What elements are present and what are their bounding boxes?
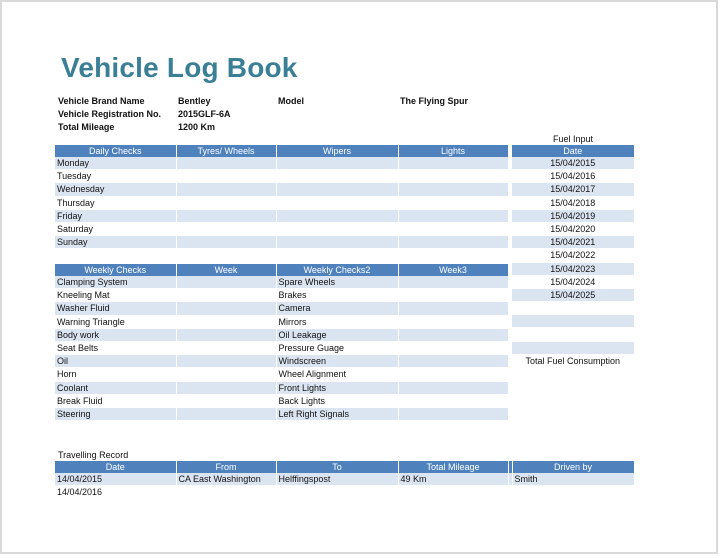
weekly-cell xyxy=(398,328,508,341)
table-row xyxy=(512,209,634,222)
table-row xyxy=(512,315,634,328)
table-row xyxy=(55,381,508,394)
fuel-date-cell: 15/04/2018 xyxy=(512,196,634,209)
fuel-date-cell: 15/04/2016 xyxy=(512,170,634,183)
weekly-cell: Oil xyxy=(55,355,176,368)
weekly-cell: Coolant xyxy=(55,381,176,394)
travel-cell: Smith xyxy=(512,473,634,486)
table-row xyxy=(512,236,634,249)
weekly-header-cell: Week xyxy=(176,264,276,276)
table-row xyxy=(55,394,508,407)
daily-header-cell: Lights xyxy=(398,145,508,157)
travel-cell: CA East Washington xyxy=(176,473,276,486)
day-label: Thursday xyxy=(55,196,176,209)
weekly-cell xyxy=(398,302,508,315)
mileage-value: 1200 Km xyxy=(178,122,216,132)
weekly-cell: Break Fluid xyxy=(55,394,176,407)
weekly-cell: Spare Wheels xyxy=(276,276,398,289)
weekly-cell xyxy=(176,368,276,381)
weekly-cell xyxy=(398,289,508,302)
check-cell xyxy=(398,209,508,222)
brand-label: Vehicle Brand Name xyxy=(58,96,145,106)
table-row xyxy=(55,407,508,420)
model-value: The Flying Spur xyxy=(400,96,469,106)
table-row xyxy=(512,222,634,235)
travel-cell xyxy=(176,486,276,499)
travel-cell: 14/04/2016 xyxy=(55,486,176,499)
check-cell xyxy=(176,196,276,209)
table-row xyxy=(512,262,634,275)
weekly-cell xyxy=(176,302,276,315)
weekly-cell xyxy=(398,368,508,381)
table-row xyxy=(55,157,508,170)
weekly-cell xyxy=(176,289,276,302)
weekly-cell: Warning Triangle xyxy=(55,315,176,328)
weekly-cell: Pressure Guage xyxy=(276,341,398,354)
check-cell xyxy=(398,196,508,209)
fuel-empty-cell xyxy=(512,328,634,341)
check-cell xyxy=(398,157,508,170)
table-row xyxy=(512,341,634,354)
table-row xyxy=(55,328,508,341)
table-row xyxy=(512,196,634,209)
fuel-date-header: Date xyxy=(512,145,634,157)
fuel-date-cell: 15/04/2022 xyxy=(512,249,634,262)
check-cell xyxy=(276,236,398,249)
travelling-record-table xyxy=(55,461,635,499)
weekly-cell: Wheel Alignment xyxy=(276,368,398,381)
fuel-empty-cell xyxy=(512,302,634,315)
table-row xyxy=(512,328,634,341)
travel-header-cell: Driven by xyxy=(512,461,634,473)
table-row xyxy=(512,170,634,183)
day-label: Sunday xyxy=(55,236,176,249)
daily-header-cell: Tyres/ Wheels xyxy=(176,145,276,157)
weekly-cell: Mirrors xyxy=(276,315,398,328)
table-row xyxy=(55,315,508,328)
weekly-cell xyxy=(176,381,276,394)
page-title: Vehicle Log Book xyxy=(61,52,298,83)
travel-cell: 14/04/2015 xyxy=(55,473,176,486)
table-row xyxy=(55,196,508,209)
travel-cell xyxy=(398,486,508,499)
weekly-cell: Brakes xyxy=(276,289,398,302)
table-row xyxy=(512,275,634,288)
registration-label: Vehicle Registration No. xyxy=(58,109,162,119)
mileage-label: Total Mileage xyxy=(58,122,115,132)
day-label: Tuesday xyxy=(55,170,176,183)
brand-value: Bentley xyxy=(178,96,211,106)
weekly-cell xyxy=(176,407,276,420)
day-label: Monday xyxy=(55,157,176,170)
day-label: Saturday xyxy=(55,222,176,235)
fuel-input-caption: Fuel Input xyxy=(553,134,594,144)
travel-header-cell: To xyxy=(276,461,398,473)
weekly-cell: Kneeling Mat xyxy=(55,289,176,302)
travel-cell: Helffingspost xyxy=(276,473,398,486)
table-row xyxy=(512,288,634,301)
day-label: Friday xyxy=(55,209,176,222)
table-row xyxy=(55,289,508,302)
table-row xyxy=(55,368,508,381)
table-row xyxy=(55,473,634,486)
weekly-header-cell: Weekly Checks2 xyxy=(276,264,398,276)
weekly-cell xyxy=(398,315,508,328)
table-row xyxy=(512,183,634,196)
check-cell xyxy=(276,183,398,196)
table-row xyxy=(55,341,508,354)
table-row xyxy=(512,302,634,315)
fuel-total-label: Total Fuel Consumption xyxy=(512,354,634,367)
check-cell xyxy=(176,183,276,196)
fuel-date-cell: 15/04/2017 xyxy=(512,183,634,196)
travel-cell: 49 Km xyxy=(398,473,508,486)
fuel-date-cell: 15/04/2015 xyxy=(512,157,634,170)
check-cell xyxy=(398,170,508,183)
check-cell xyxy=(176,209,276,222)
table-row xyxy=(55,183,508,196)
travel-header-cell: Date xyxy=(55,461,176,473)
weekly-header-cell: Weekly Checks xyxy=(55,264,176,276)
travelling-record-caption: Travelling Record xyxy=(58,450,129,460)
daily-header-cell: Daily Checks xyxy=(55,145,176,157)
weekly-cell xyxy=(398,355,508,368)
weekly-cell: Seat Belts xyxy=(55,341,176,354)
weekly-cell xyxy=(176,355,276,368)
weekly-cell xyxy=(176,276,276,289)
fuel-date-cell: 15/04/2021 xyxy=(512,236,634,249)
travel-header-cell: From xyxy=(176,461,276,473)
travel-header-cell: Total Mileage xyxy=(398,461,508,473)
weekly-cell: Oil Leakage xyxy=(276,328,398,341)
weekly-cell: Steering xyxy=(55,407,176,420)
weekly-cell: Washer Fluid xyxy=(55,302,176,315)
weekly-cell xyxy=(398,407,508,420)
check-cell xyxy=(176,222,276,235)
weekly-cell xyxy=(176,328,276,341)
fuel-date-cell: 15/04/2019 xyxy=(512,209,634,222)
weekly-cell: Body work xyxy=(55,328,176,341)
table-row xyxy=(55,170,508,183)
travel-cell xyxy=(512,486,634,499)
weekly-cell: Back Lights xyxy=(276,394,398,407)
weekly-header-cell: Week3 xyxy=(398,264,508,276)
table-row xyxy=(512,157,634,170)
table-row xyxy=(55,486,634,499)
weekly-cell: Windscreen xyxy=(276,355,398,368)
weekly-cell xyxy=(398,341,508,354)
model-label: Model xyxy=(278,96,304,106)
check-cell xyxy=(276,170,398,183)
fuel-input-table xyxy=(512,145,635,368)
table-row xyxy=(55,355,508,368)
fuel-empty-cell xyxy=(512,315,634,328)
weekly-cell: Front Lights xyxy=(276,381,398,394)
table-row xyxy=(55,236,508,249)
check-cell xyxy=(398,183,508,196)
check-cell xyxy=(276,157,398,170)
fuel-date-cell: 15/04/2025 xyxy=(512,288,634,301)
fuel-date-cell: 15/04/2023 xyxy=(512,262,634,275)
weekly-checks-table xyxy=(55,264,509,421)
fuel-date-cell: 15/04/2020 xyxy=(512,222,634,235)
check-cell xyxy=(398,222,508,235)
weekly-cell: Left Right Signals xyxy=(276,407,398,420)
check-cell xyxy=(398,236,508,249)
check-cell xyxy=(276,209,398,222)
check-cell xyxy=(276,196,398,209)
weekly-cell xyxy=(398,381,508,394)
daily-header-cell: Wipers xyxy=(276,145,398,157)
check-cell xyxy=(276,222,398,235)
check-cell xyxy=(176,170,276,183)
registration-value: 2015GLF-6A xyxy=(178,109,231,119)
check-cell xyxy=(176,157,276,170)
daily-checks-table xyxy=(55,145,509,249)
table-row xyxy=(55,209,508,222)
table-row xyxy=(55,302,508,315)
fuel-empty-cell xyxy=(512,341,634,354)
weekly-cell xyxy=(176,394,276,407)
weekly-cell xyxy=(176,341,276,354)
weekly-cell: Camera xyxy=(276,302,398,315)
table-row xyxy=(55,276,508,289)
weekly-cell xyxy=(398,394,508,407)
weekly-cell xyxy=(398,276,508,289)
fuel-date-cell: 15/04/2024 xyxy=(512,275,634,288)
weekly-cell: Clamping System xyxy=(55,276,176,289)
table-row xyxy=(512,249,634,262)
check-cell xyxy=(176,236,276,249)
travel-cell xyxy=(276,486,398,499)
table-row xyxy=(55,222,508,235)
weekly-cell: Horn xyxy=(55,368,176,381)
table-row xyxy=(512,354,634,367)
day-label: Wednesday xyxy=(55,183,176,196)
weekly-cell xyxy=(176,315,276,328)
